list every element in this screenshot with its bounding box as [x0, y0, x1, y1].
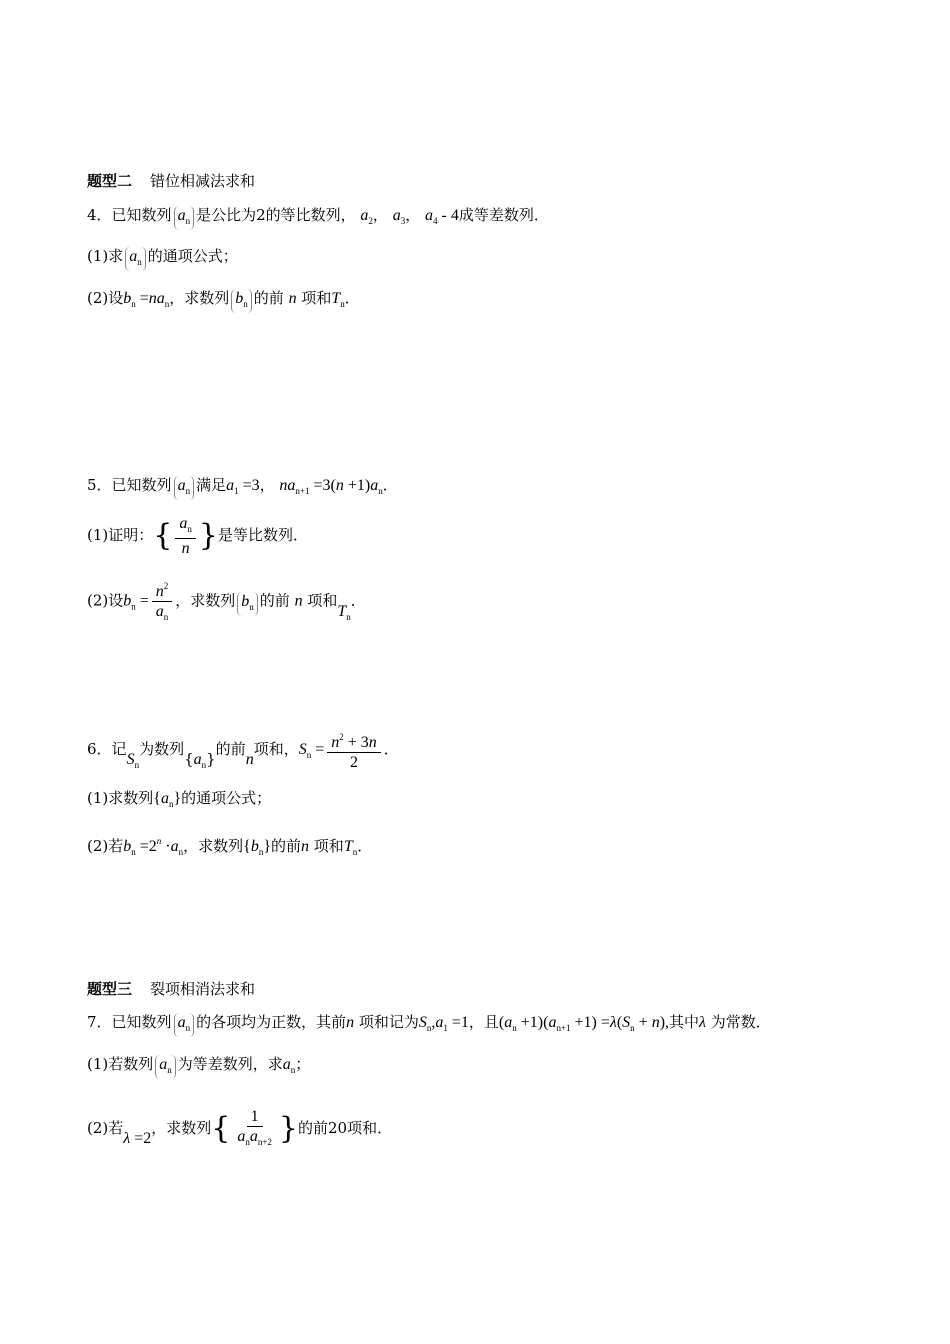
fraction-n2-over-a-n: $\frac{n^2}{a_n}$ — [152, 577, 173, 626]
problem-5-part-1: (1)证明：{ $\frac{a_n}{n}$ }是等比数列． — [87, 515, 308, 557]
problem-5-stem: 5．已知数列 $a_n$ 满足$a_1 =3$， $na_{n+1} =3(n +1)a_n$． — [87, 475, 398, 501]
fraction-a-n-over-n: $\frac{a_n}{n}$ — [175, 514, 196, 558]
sequence-a-n: $a_n$ — [174, 206, 195, 230]
problem-7-part-1: (1)若数列 $a_n$ 为等差数列，求$a_n$； — [87, 1054, 310, 1080]
section-heading-type3 — [87, 979, 255, 999]
section-label: 题型三 — [87, 980, 133, 998]
section-label: 题型二 — [87, 172, 133, 190]
section-title: 错位相减法求和 — [150, 172, 256, 190]
section-title: 裂项相消法求和 — [150, 980, 256, 998]
problem-5-part-2: (2)设$b_n$ = $\frac{n^2}{a_n}$ ，求数列 $b_n$ 的前 n 项和$T_n$． — [87, 577, 366, 626]
problem-4-part-2: (2)设$b_n =na_n$，求数列 $b_n$ 的前 n 项和$T_n$． — [87, 288, 360, 314]
fraction-1-over-an-an2: $\frac{1}{a_na_{n+2}}$ — [237, 1108, 272, 1147]
problem-7-stem: 7．已知数列 $a_n$ 的各项均为正数，其前n 项和记为$S_n,a_1 =1$，且$(a_n +1)(a_{n+1} +1) =\lambda(S_n + n)$,其中λ 为常数． — [87, 1012, 771, 1038]
problem-4-stem: 4．已知数列 $a_n$ 是公比为2的等比数列， $a_2$， $a_3$， $a_4 - 4$成等差数列． — [87, 205, 549, 231]
section-heading-type2 — [87, 171, 255, 191]
fraction-sn: $\frac{n^2 + 3n}{2}$ — [327, 728, 381, 772]
problem-6-part-2: (2)若$b_n =2^n \cdot a_n$，求数列$\{b_n\}$的前n 项和$T_n$． — [87, 836, 373, 857]
problem-6-part-1: (1)求数列$\{a_n\}$的通项公式； — [87, 789, 272, 809]
problem-6-stem: 6．记$S_n$为数列$\{a_n\}$的前n项和，$S_n$ = $\frac{n^2 + 3n}{2}$ ． — [87, 728, 399, 772]
problem-7-part-2: (2)若λ =2，求数列{ $\frac{1}{a_na_{n+2}}$ }的前20项和． — [87, 1107, 392, 1151]
problem-4-part-1: (1)求 $a_n$ 的通项公式； — [87, 246, 238, 271]
